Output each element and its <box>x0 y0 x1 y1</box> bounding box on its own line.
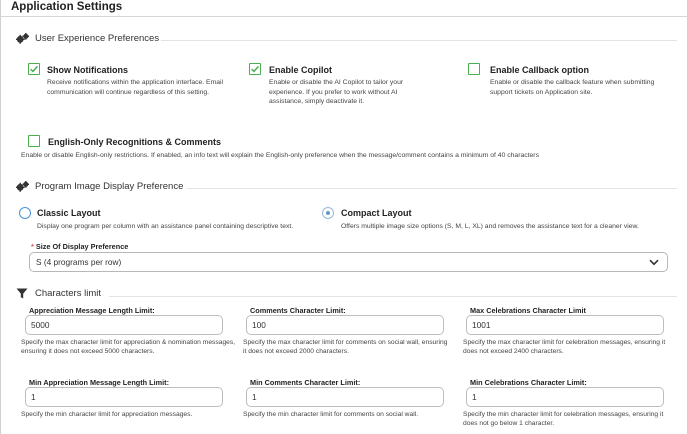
filter-icon <box>16 288 29 299</box>
celebrations-max-input[interactable] <box>466 315 664 335</box>
image-pref-section-header <box>16 181 183 192</box>
required-marker: * <box>31 242 34 251</box>
english-only-checkbox[interactable] <box>28 135 40 147</box>
classic-layout-radio[interactable] <box>19 207 31 219</box>
enable-callback-checkbox[interactable] <box>468 63 480 75</box>
celebrations-min-label: Min Celebrations Character Limit: <box>470 378 587 387</box>
celebrations-max-label: Max Celebrations Character Limit <box>470 306 586 315</box>
image-pref-section-title: Program Image Display Preference <box>35 181 184 192</box>
gears-icon <box>16 181 29 192</box>
celebrations-max-help: Specify the max character limit for celebration messages, ensuring it does not exceed 2400 characters. <box>463 339 666 356</box>
comments-max-help: Specify the max character limit for comments on social wall, ensuring it does not exceed 2000 characters. <box>243 339 448 356</box>
title-divider <box>1 16 687 17</box>
compact-layout-option <box>341 207 671 232</box>
classic-layout-desc: Display one program per column with an assistance panel containing descriptive text. <box>37 223 294 230</box>
enable-copilot-desc: Enable or disable the AI Copilot to tailor your experience. If you prefer to work without AI assistance, simply deactivate it. <box>269 79 404 105</box>
compact-layout-title: Compact Layout <box>341 208 412 218</box>
display-size-label <box>31 242 128 251</box>
page-title: Application Settings <box>11 1 123 13</box>
check-icon <box>29 64 39 74</box>
show-notifications-title: Show Notifications <box>47 65 128 75</box>
compact-layout-desc: Offers multiple image size options (S, M, L, XL) and removes the assistance text for a cleaner view. <box>341 223 639 230</box>
appreciation-max-help: Specify the max character limit for appreciation & nomination messages, ensuring it does not exceed 5000 characters. <box>21 339 236 356</box>
show-notifications-desc: Receive notifications within the application interface. Email communication will continue regardless of this setting. <box>47 79 224 96</box>
enable-callback-desc: Enable or disable the callback feature when submitting support tickets on Application site. <box>490 79 655 96</box>
display-size-label-text: Size Of Display Preference <box>35 242 129 251</box>
ux-section-rule <box>161 40 677 41</box>
classic-layout-title: Classic Layout <box>37 208 101 218</box>
display-size-select[interactable] <box>29 252 668 272</box>
appreciation-min-help: Specify the min character limit for appreciation messages. <box>21 411 193 418</box>
english-only-desc: Enable or disable English-only restrictions. If enabled, an info text will explain the English-only preference when the message/comment contains a minimum of 40 characters <box>21 152 539 159</box>
enable-callback-title: Enable Callback option <box>490 65 590 75</box>
display-size-value: S (4 programs per row) <box>36 257 122 267</box>
appreciation-max-label: Appreciation Message Length Limit: <box>29 306 155 315</box>
chevron-down-icon <box>649 259 659 266</box>
limits-section-header <box>16 288 101 299</box>
enable-copilot-checkbox[interactable] <box>249 63 261 75</box>
celebrations-min-input[interactable] <box>466 387 664 407</box>
check-icon <box>250 64 260 74</box>
comments-max-label: Comments Character Limit: <box>250 306 346 315</box>
appreciation-min-input[interactable] <box>25 387 223 407</box>
classic-layout-option <box>37 207 337 232</box>
celebrations-min-help: Specify the min character limit for celebration messages, ensuring it does not go below 1 character. <box>463 411 664 428</box>
compact-layout-radio[interactable] <box>322 207 334 219</box>
comments-min-label: Min Comments Character Limit: <box>250 378 361 387</box>
show-notifications-checkbox[interactable] <box>28 63 40 75</box>
image-pref-section-rule <box>187 188 677 189</box>
comments-max-input[interactable] <box>246 315 444 335</box>
enable-copilot-option <box>249 63 449 108</box>
appreciation-min-label: Min Appreciation Message Length Limit: <box>29 378 170 387</box>
show-notifications-option <box>28 63 228 108</box>
english-only-title: English-Only Recognitions & Comments <box>48 137 222 147</box>
appreciation-max-input[interactable] <box>25 315 223 335</box>
english-only-option <box>21 135 678 165</box>
ux-section-title: User Experience Preferences <box>35 33 160 44</box>
limits-section-title: Characters limit <box>35 288 101 299</box>
ux-section-header <box>16 33 159 44</box>
enable-callback-option <box>468 63 678 103</box>
gears-icon <box>16 33 29 44</box>
comments-min-help: Specify the min character limit for comments on social wall. <box>243 411 419 418</box>
limits-section-rule <box>109 296 677 297</box>
comments-min-input[interactable] <box>246 387 444 407</box>
enable-copilot-title: Enable Copilot <box>269 65 332 75</box>
